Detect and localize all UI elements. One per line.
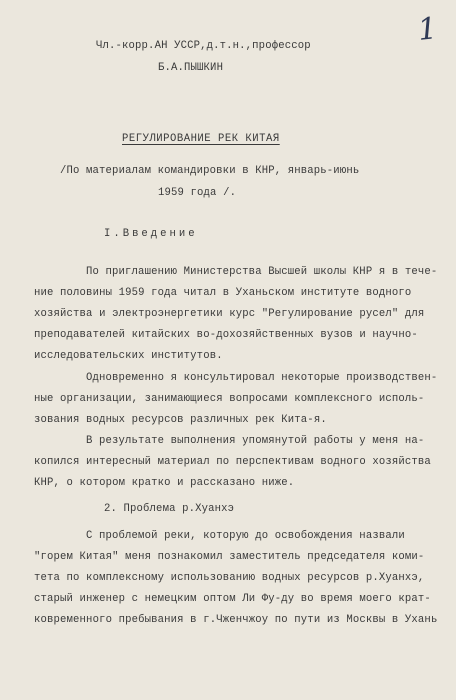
paragraph-line: копился интересный материал по перспективам водного хозяйства: [34, 456, 431, 468]
author-name: Б.А.ПЫШКИН: [158, 62, 224, 74]
paragraph-line: В результате выполнения упомянутой работы у меня на-: [86, 435, 425, 447]
paragraph-line: С проблемой реки, которую до освобождения назвали: [86, 530, 405, 542]
document-title: РЕГУЛИРОВАНИЕ РЕК КИТАЯ: [122, 133, 280, 145]
paragraph-line: исследовательских институтов.: [34, 350, 223, 362]
section-2-heading: 2. Проблема р.Хуанхэ: [104, 503, 235, 515]
subtitle-line-2: 1959 года /.: [158, 187, 237, 199]
page-number: 1: [416, 11, 439, 48]
paragraph-line: ные организации, занимающиеся вопросами комплексного исполь-: [34, 393, 425, 405]
paragraph-line: ковременного пребывания в г.Чженчжоу по пути из Москвы в Ухань: [34, 614, 438, 626]
author-position: Чл.-корр.АН УССР,д.т.н.,профессор: [96, 40, 311, 52]
paragraph-line: хозяйства и электроэнергетики курс "Регулирование русел" для: [34, 308, 425, 320]
paragraph-line: По приглашению Министерства Высшей школы КНР я в тече-: [86, 266, 438, 278]
paragraph-line: ние половины 1959 года читал в Уханьском институте водного: [34, 287, 412, 299]
paragraph-line: "горем Китая" меня познакомил заместитель председателя коми-: [34, 551, 425, 563]
paragraph-line: тета по комплексному использованию водных ресурсов р.Хуанхэ,: [34, 572, 425, 584]
section-1-heading: I.Введение: [104, 228, 198, 240]
paragraph-line: Одновременно я консультировал некоторые производствен-: [86, 372, 438, 384]
subtitle-line-1: /По материалам командировки в КНР, январь-июнь: [60, 165, 360, 177]
paragraph-line: преподавателей китайских во-дохозяйственных вузов и научно-: [34, 329, 418, 341]
paragraph-line: КНР, о котором кратко и рассказано ниже.: [34, 477, 295, 489]
paragraph-line: старый инженер с немецким оптом Ли Фу-ду во время моего крат-: [34, 593, 431, 605]
paragraph-line: зования водных ресурсов различных рек Кита-я.: [34, 414, 327, 426]
